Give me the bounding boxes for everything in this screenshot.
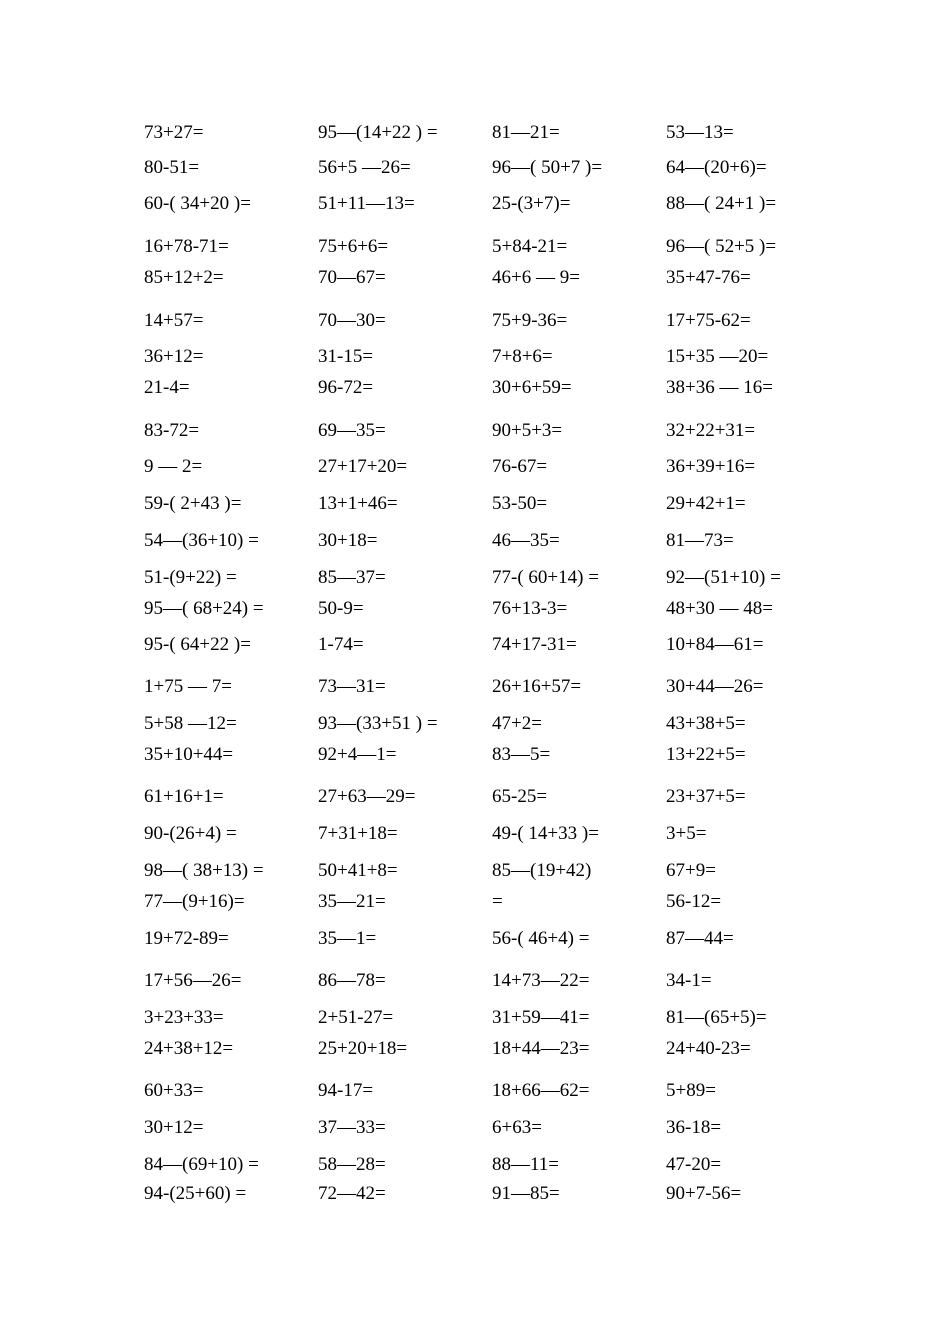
arithmetic-problem: 95-( 64+22 )= [144, 634, 251, 655]
arithmetic-problem: 90+5+3= [492, 420, 563, 441]
arithmetic-problem: 7+31+18= [318, 823, 398, 844]
arithmetic-problem: 15+35 —20= [666, 346, 769, 367]
arithmetic-problem: 24+38+12= [144, 1038, 234, 1059]
arithmetic-problem: 10+84—61= [666, 634, 764, 655]
arithmetic-problem: 91—85= [492, 1183, 560, 1204]
arithmetic-problem: 9 — 2= [144, 456, 203, 477]
arithmetic-problem: 53—13= [666, 122, 734, 143]
arithmetic-problem: 30+44—26= [666, 676, 764, 697]
arithmetic-problem: 86—78= [318, 970, 386, 991]
arithmetic-problem: 96—( 52+5 )= [666, 236, 777, 257]
arithmetic-problem: 98—( 38+13) = [144, 860, 264, 881]
arithmetic-problem: 88—( 24+1 )= [666, 193, 777, 214]
arithmetic-problem: 95—( 68+24) = [144, 598, 264, 619]
arithmetic-problem: 35+10+44= [144, 744, 234, 765]
arithmetic-problem: 48+30 — 48= [666, 598, 773, 619]
arithmetic-problem: 31+59—41= [492, 1007, 590, 1028]
arithmetic-problem: 13+1+46= [318, 493, 398, 514]
arithmetic-problem: 27+63—29= [318, 786, 416, 807]
arithmetic-problem: 88—11= [492, 1154, 560, 1175]
arithmetic-problem: 5+89= [666, 1080, 716, 1101]
arithmetic-problem: 21-4= [144, 377, 190, 398]
arithmetic-problem: 18+66—62= [492, 1080, 590, 1101]
arithmetic-problem: 16+78-71= [144, 236, 229, 257]
arithmetic-problem: 19+72-89= [144, 928, 229, 949]
arithmetic-problem: 83—5= [492, 744, 551, 765]
arithmetic-problem: 59-( 2+43 )= [144, 493, 242, 514]
arithmetic-problem: 87—44= [666, 928, 734, 949]
arithmetic-problem: 37—33= [318, 1117, 386, 1138]
arithmetic-problem: 83-72= [144, 420, 200, 441]
arithmetic-problem: 75+6+6= [318, 236, 389, 257]
arithmetic-problem: 72—42= [318, 1183, 386, 1204]
arithmetic-problem: 1+75 — 7= [144, 676, 232, 697]
arithmetic-problem: 77—(9+16)= [144, 891, 245, 912]
arithmetic-problem: 73+27= [144, 122, 204, 143]
arithmetic-problem: 50-9= [318, 598, 364, 619]
arithmetic-problem: 3+5= [666, 823, 707, 844]
arithmetic-problem: 81—(65+5)= [666, 1007, 767, 1028]
arithmetic-problem: 35—1= [318, 928, 377, 949]
arithmetic-problem: 6+63= [492, 1117, 542, 1138]
arithmetic-problem: 31-15= [318, 346, 374, 367]
arithmetic-problem: 34-1= [666, 970, 712, 991]
arithmetic-problem: 67+9= [666, 860, 716, 881]
arithmetic-problem: 26+16+57= [492, 676, 582, 697]
arithmetic-problem: 29+42+1= [666, 493, 746, 514]
arithmetic-problem: 36+39+16= [666, 456, 756, 477]
arithmetic-problem: 27+17+20= [318, 456, 408, 477]
arithmetic-problem: 30+18= [318, 530, 378, 551]
arithmetic-problem: 30+12= [144, 1117, 204, 1138]
arithmetic-problem: 1-74= [318, 634, 364, 655]
arithmetic-problem: 85+12+2= [144, 267, 224, 288]
arithmetic-problem: 47+2= [492, 713, 542, 734]
arithmetic-problem: 76-67= [492, 456, 548, 477]
arithmetic-problem: 2+51-27= [318, 1007, 394, 1028]
arithmetic-problem: 35+47-76= [666, 267, 751, 288]
arithmetic-problem: 53-50= [492, 493, 548, 514]
arithmetic-problem: 51+11—13= [318, 193, 415, 214]
arithmetic-problem: 30+6+59= [492, 377, 572, 398]
arithmetic-problem: 5+58 —12= [144, 713, 237, 734]
arithmetic-problem: 80-51= [144, 157, 200, 178]
arithmetic-problem: 73—31= [318, 676, 386, 697]
arithmetic-problem: 85—(19+42) [492, 860, 592, 881]
arithmetic-problem: 47-20= [666, 1154, 722, 1175]
arithmetic-problem: 75+9-36= [492, 310, 568, 331]
arithmetic-problem: 51-(9+22) = [144, 567, 237, 588]
arithmetic-problem: = [492, 891, 503, 912]
arithmetic-problem: 92+4—1= [318, 744, 397, 765]
arithmetic-problem: 56+5 —26= [318, 157, 411, 178]
arithmetic-problem: 81—21= [492, 122, 560, 143]
arithmetic-problem: 81—73= [666, 530, 734, 551]
arithmetic-problem: 84—(69+10) = [144, 1154, 259, 1175]
arithmetic-problem: 25-(3+7)= [492, 193, 571, 214]
arithmetic-problem: 43+38+5= [666, 713, 746, 734]
arithmetic-problem: 70—67= [318, 267, 386, 288]
arithmetic-problem: 18+44—23= [492, 1038, 590, 1059]
arithmetic-problem: 14+73—22= [492, 970, 590, 991]
arithmetic-problem: 35—21= [318, 891, 386, 912]
arithmetic-problem: 46—35= [492, 530, 560, 551]
arithmetic-problem: 25+20+18= [318, 1038, 408, 1059]
arithmetic-problem: 50+41+8= [318, 860, 398, 881]
arithmetic-problem: 93—(33+51 ) = [318, 713, 438, 734]
arithmetic-problem: 14+57= [144, 310, 204, 331]
arithmetic-problem: 56-( 46+4) = [492, 928, 590, 949]
arithmetic-problem: 94-(25+60) = [144, 1183, 247, 1204]
arithmetic-problem: 36+12= [144, 346, 204, 367]
arithmetic-problem: 24+40-23= [666, 1038, 751, 1059]
arithmetic-problem: 96—( 50+7 )= [492, 157, 603, 178]
arithmetic-problem: 23+37+5= [666, 786, 746, 807]
arithmetic-problem: 70—30= [318, 310, 386, 331]
arithmetic-problem: 61+16+1= [144, 786, 224, 807]
arithmetic-problem: 95—(14+22 ) = [318, 122, 438, 143]
arithmetic-problem: 92—(51+10) = [666, 567, 781, 588]
arithmetic-problem: 76+13-3= [492, 598, 568, 619]
arithmetic-problem: 85—37= [318, 567, 386, 588]
arithmetic-problem: 36-18= [666, 1117, 722, 1138]
arithmetic-problem: 65-25= [492, 786, 548, 807]
arithmetic-problem: 38+36 — 16= [666, 377, 773, 398]
arithmetic-problem: 49-( 14+33 )= [492, 823, 599, 844]
arithmetic-problem: 17+56—26= [144, 970, 242, 991]
arithmetic-problem: 96-72= [318, 377, 374, 398]
arithmetic-problem: 74+17-31= [492, 634, 577, 655]
arithmetic-problem: 7+8+6= [492, 346, 553, 367]
arithmetic-problem: 32+22+31= [666, 420, 756, 441]
arithmetic-problem: 90+7-56= [666, 1183, 742, 1204]
arithmetic-problem: 13+22+5= [666, 744, 746, 765]
arithmetic-problem: 46+6 — 9= [492, 267, 580, 288]
arithmetic-problem: 60-( 34+20 )= [144, 193, 251, 214]
arithmetic-problem: 17+75-62= [666, 310, 751, 331]
arithmetic-problem: 94-17= [318, 1080, 374, 1101]
arithmetic-problem: 56-12= [666, 891, 722, 912]
arithmetic-problem: 5+84-21= [492, 236, 568, 257]
arithmetic-problem: 64—(20+6)= [666, 157, 767, 178]
arithmetic-problem: 60+33= [144, 1080, 204, 1101]
arithmetic-problem: 69—35= [318, 420, 386, 441]
arithmetic-problem: 90-(26+4) = [144, 823, 237, 844]
arithmetic-problem: 54—(36+10) = [144, 530, 259, 551]
arithmetic-problem: 3+23+33= [144, 1007, 224, 1028]
arithmetic-problem: 58—28= [318, 1154, 386, 1175]
arithmetic-problem: 77-( 60+14) = [492, 567, 599, 588]
